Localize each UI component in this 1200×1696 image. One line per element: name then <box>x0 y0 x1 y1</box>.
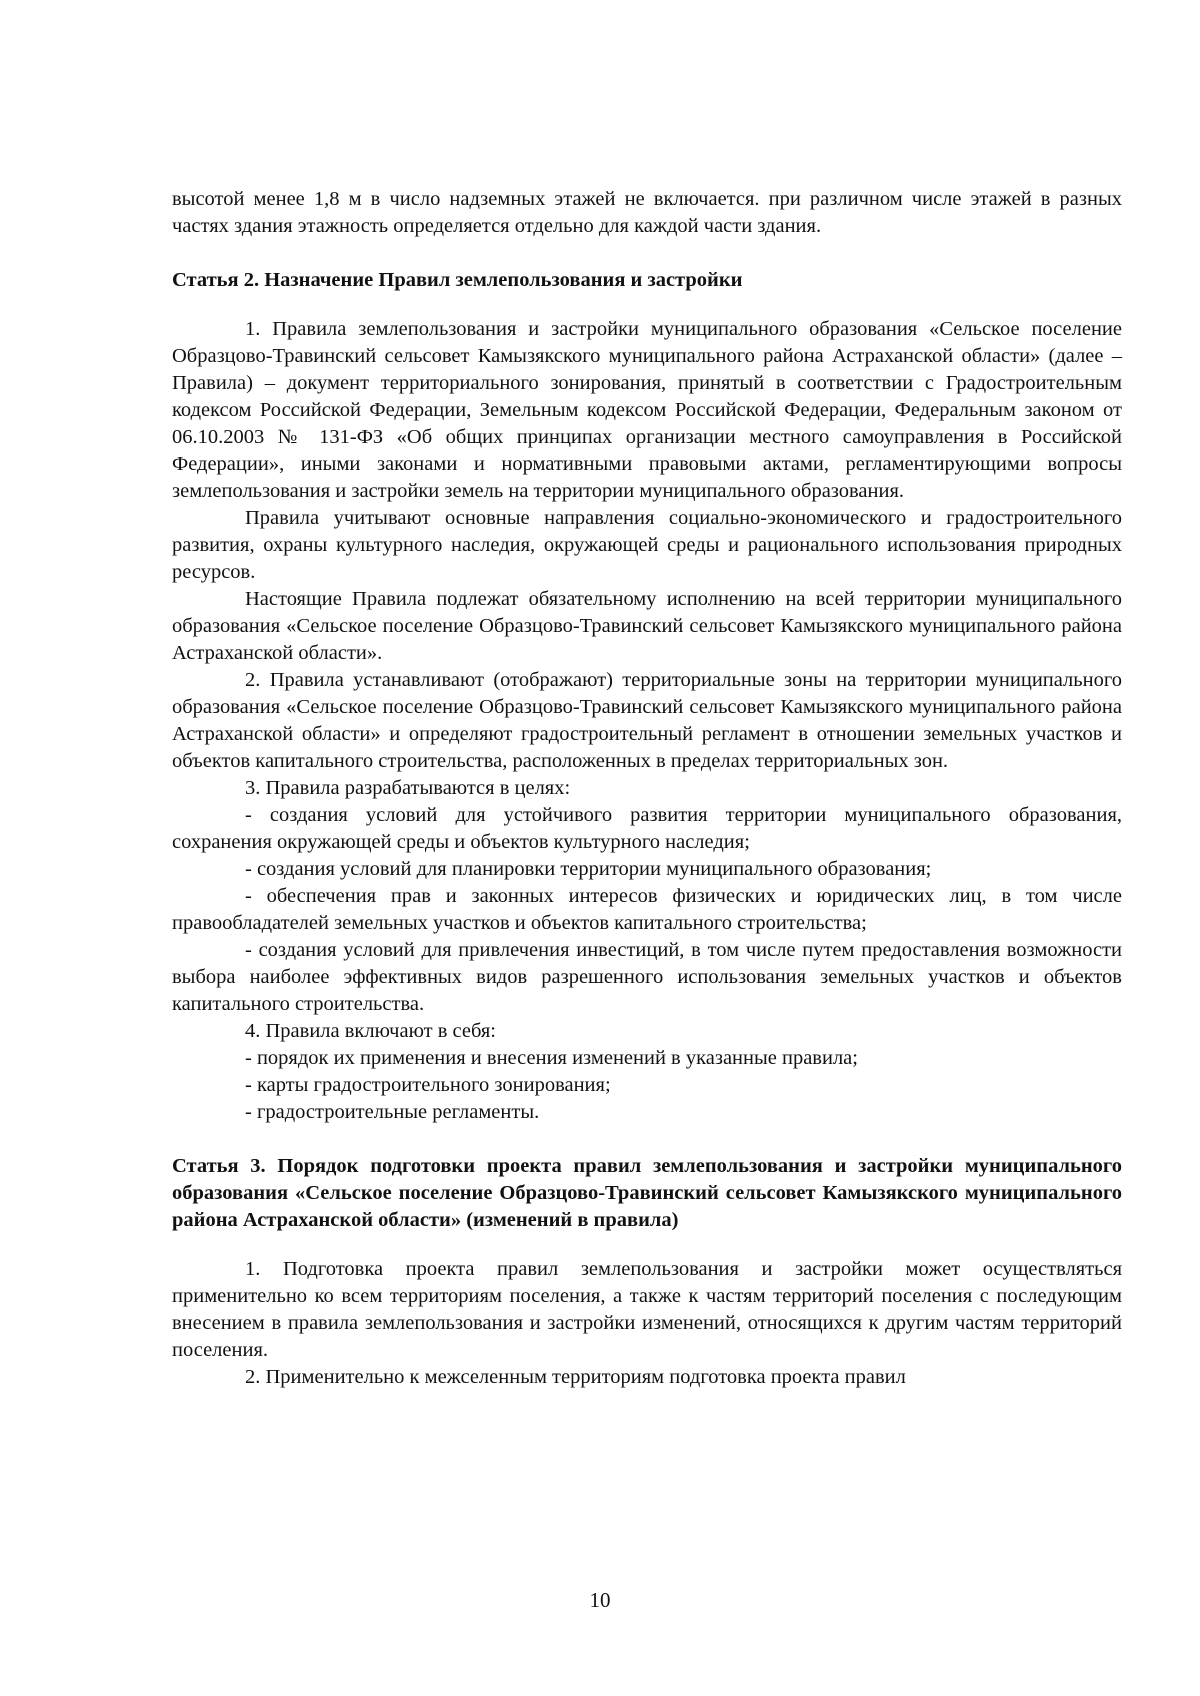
article-2-list-item-6: - карты градостроительного зонирования; <box>245 1074 611 1096</box>
article-3-heading: Статья 3. Порядок подготовки проекта правил землепользования и застройки муниципального образования «Сельское поселение Образцово-Травинский сельсовет Камызякского муниципального района Астраханской области» (изменений в правила) <box>172 1155 1122 1231</box>
article-2-list-item-1: - создания условий для устойчивого развития территории муниципального образования, сохранения окружающей среды и объектов культурного наследия; <box>172 804 1122 853</box>
article-2-paragraph-4: 2. Правила устанавливают (отображают) территориальные зоны на территории муниципального образования «Сельское поселение Образцово-Травинский сельсовет Камызякского муниципального района Астраханской области» и определяют градостроительный регламент в отношении земельных участков и объектов капитального строительства, расположенных в пределах территориальных зон. <box>172 669 1122 772</box>
page-number: 10 <box>589 1588 611 1612</box>
article-2-paragraph-6: 4. Правила включают в себя: <box>245 1020 496 1042</box>
article-2-paragraph-2: Правила учитывают основные направления социально-экономического и градостроительного развития, охраны культурного наследия, окружающей среды и рационального использования природных ресурсов. <box>172 507 1122 583</box>
article-2-list-item-7: - градостроительные регламенты. <box>245 1101 540 1123</box>
article-3-paragraph-2: 2. Применительно к межселенным территориям подготовка проекта правил <box>245 1366 906 1388</box>
intro-paragraph: высотой менее 1,8 м в число надземных этажей не включается. при различном числе этажей в разных частях здания этажность определяется отдельно для каждой части здания. <box>172 188 1122 237</box>
article-2-list-item-4: - создания условий для привлечения инвестиций, в том числе путем предоставления возможности выбора наиболее эффективных видов разрешенного использования земельных участков и объектов капитального строительства. <box>172 939 1122 1015</box>
article-2-paragraph-3: Настоящие Правила подлежат обязательному исполнению на всей территории муниципального образования «Сельское поселение Образцово-Травинский сельсовет Камызякского муниципального района Астраханской области». <box>172 588 1122 664</box>
article-2-list-item-2: - создания условий для планировки территории муниципального образования; <box>245 858 932 880</box>
document-page <box>172 186 1122 1391</box>
article-2-paragraph-1: 1. Правила землепользования и застройки муниципального образования «Сельское поселение Образцово-Травинский сельсовет Камызякского муниципального района Астраханской области» (далее – Правила) – документ территориального зонирования, принятый в соответствии с Градостроительным кодексом Российской Федерации, Земельным кодексом Российской Федерации, Федеральным законом от 06.10.2003 № 131-ФЗ «Об общих принципах организации местного самоуправления в Российской Федерации», иными законами и нормативными правовыми актами, регламентирующими вопросы землепользования и застройки земель на территории муниципального образования. <box>172 318 1122 502</box>
article-2-list-item-3: - обеспечения прав и законных интересов физических и юридических лиц, в том числе правообладателей земельных участков и объектов капитального строительства; <box>172 885 1122 934</box>
article-2-list-item-5: - порядок их применения и внесения изменений в указанные правила; <box>245 1047 858 1069</box>
article-2-heading: Статья 2. Назначение Правил землепользования и застройки <box>172 269 743 291</box>
article-3-paragraph-1: 1. Подготовка проекта правил землепользования и застройки может осуществляться применительно ко всем территориям поселения, а также к частям территорий поселения с последующим внесением в правила землепользования и застройки изменений, относящихся к другим частям территорий поселения. <box>172 1258 1122 1361</box>
article-2-paragraph-5: 3. Правила разрабатываются в целях: <box>245 777 571 799</box>
